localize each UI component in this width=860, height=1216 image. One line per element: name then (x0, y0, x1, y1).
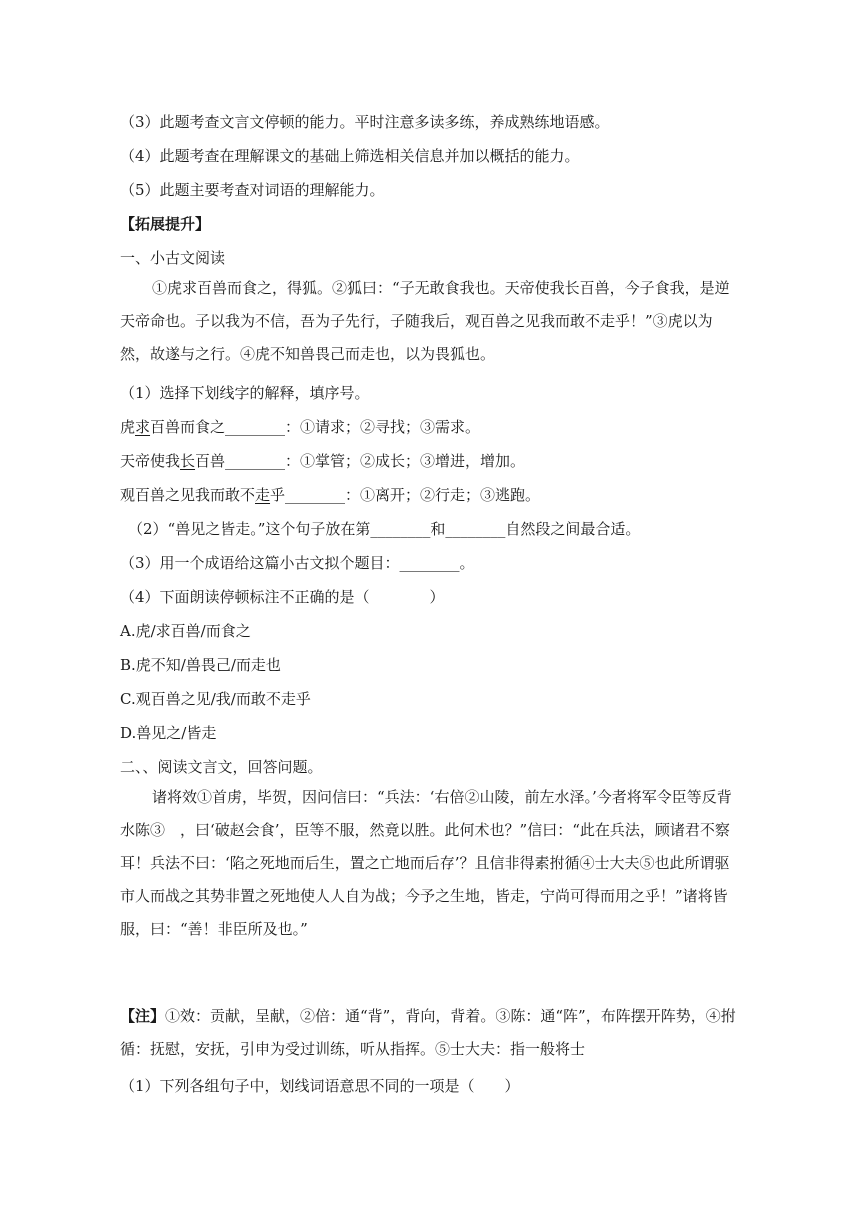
part1-q1-item-3 (120, 485, 540, 505)
option-b: B.虎不知/兽畏己/而走也 (120, 656, 281, 674)
part1-q3: （3）用一个成语给这篇小古文拟个题目：________。 (120, 554, 475, 572)
part1-q1-item-1 (120, 417, 480, 437)
underlined-character: 长 (180, 452, 196, 470)
option-c: C.观百兽之见/我/而敢不走乎 (120, 690, 311, 708)
part1-passage: ①虎求百兽而食之，得狐。②狐曰：“子无敢食我也。天帝使我长百兽，今子食我，是逆天帝命也。子以我为不信，吾为子先行，子随我后，观百兽之见我而敢不走乎！”③虎以为然，故遂与之行。④虎不知兽畏己而走也，以为畏狐也。 (120, 279, 730, 363)
item-text-pre: 观百兽之见我而敢不 (120, 486, 256, 504)
part1-title: 一、小古文阅读 (120, 249, 226, 267)
item-text-post: 乎________：①离开；②行走；③逃跑。 (270, 486, 541, 504)
analysis-line-3: （3）此题考查文言文停顿的能力。平时注意多读多练，养成熟练地语感。 (120, 113, 610, 131)
item-text-post: 百兽________：①掌管；②成长；③增进，增加。 (195, 452, 526, 470)
part2-q1: （1）下列各组句子中，划线词语意思不同的一项是（ ） (120, 1077, 520, 1095)
part1-q1: （1）选择下划线字的解释，填序号。 (120, 384, 370, 402)
analysis-line-5: （5）此题主要考查对词语的理解能力。 (120, 181, 385, 199)
item-text-pre: 天帝使我 (120, 452, 181, 470)
section-heading: 【拓展提升】 (120, 215, 211, 233)
part2-passage: 诸将效①首虏，毕贺，因问信曰：“兵法：‘右倍②山陵，前左水泽。’今者将军令臣等反背水陈③ ，曰‘破赵会食’，臣等不服，然竟以胜。此何术也？”信曰：“此在兵法，顾诸君不察耳！兵法不曰：‘陷之死地而后生，置之亡地而后存’？且信非得素拊循④士大夫⑤也此所谓驱市人而战之其势非置之死地使人人自为战；今予之生地，皆走，宁尚可得而用之乎！”诸将皆服，曰：“善！非臣所及也。” (120, 788, 732, 938)
part2-title: 二、、阅读文言文，回答问题。 (120, 758, 323, 776)
part1-q4: （4）下面朗读停顿标注不正确的是（ ） (120, 588, 445, 606)
item-text-pre: 虎 (120, 418, 136, 436)
part1-q2: （2）“兽见之皆走。”这个句子放在第________和________自然段之间最合适。 (128, 520, 641, 538)
item-text-post: 百兽而食之________：①请求；②寻找；③需求。 (150, 418, 481, 436)
part1-q1-item-2 (120, 451, 525, 471)
note-label: 【注】 (120, 1007, 166, 1025)
option-d: D.兽见之/皆走 (120, 724, 217, 742)
option-a: A.虎/求百兽/而食之 (120, 622, 251, 640)
note-text: ①效：贡献，呈献，②倍：通“背”，背向，背着。③陈：通“阵”，布阵摆开阵势，④拊循：抚慰，安抚，引申为受过训练，听从指挥。⑤士大夫：指一般将士 (120, 1007, 736, 1058)
underlined-character: 求 (135, 418, 151, 436)
analysis-line-4: （4）此题考查在理解课文的基础上筛选相关信息并加以概括的能力。 (120, 147, 580, 165)
underlined-character: 走 (255, 486, 271, 504)
part2-note (120, 1000, 740, 1066)
